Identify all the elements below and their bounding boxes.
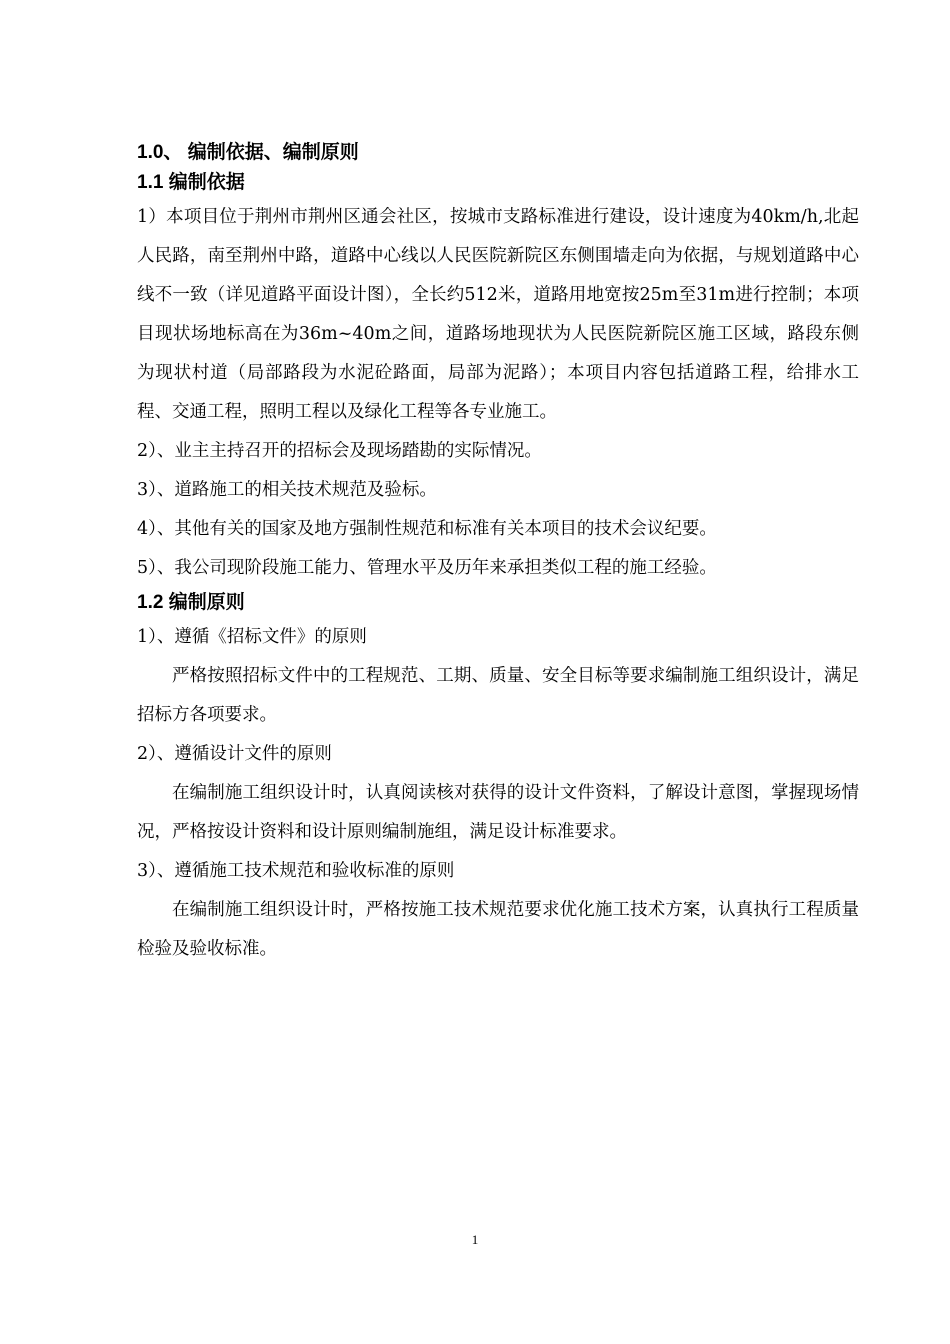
principle-2-title: 2）、遵循设计文件的原则 <box>137 744 332 764</box>
basis-item-5: 5）、我公司现阶段施工能力、管理水平及历年来承担类似工程的施工经验。 <box>137 558 717 578</box>
basis-item-3: 3）、道路施工的相关技术规范及验标。 <box>137 480 437 500</box>
principle-3-title: 3）、遵循施工技术规范和验收标准的原则 <box>137 861 455 881</box>
principle-1-title: 1）、遵循《招标文件》的原则 <box>137 627 367 647</box>
basis-item-4: 4）、其他有关的国家及地方强制性规范和标准有关本项目的技术会议纪要。 <box>137 519 717 539</box>
section-heading-1-2: 1.2 编制原则 <box>137 592 245 613</box>
section-heading-1-0: 1.0、 编制依据、编制原则 <box>137 142 359 163</box>
document-page <box>137 138 859 969</box>
section-heading-1-1: 1.1 编制依据 <box>137 172 245 193</box>
principle-2-body: 在编制施工组织设计时，认真阅读核对获得的设计文件资料，了解设计意图，掌握现场情况，严格按设计资料和设计原则编制施组，满足设计标准要求。 <box>137 783 859 842</box>
basis-item-2: 2）、业主主持召开的招标会及现场踏勘的实际情况。 <box>137 441 542 461</box>
principle-1-body: 严格按照招标文件中的工程规范、工期、质量、安全目标等要求编制施工组织设计，满足招标方各项要求。 <box>137 666 859 725</box>
principle-3-body: 在编制施工组织设计时，严格按施工技术规范要求优化施工技术方案，认真执行工程质量检验及验收标准。 <box>137 900 859 959</box>
page-number: 1 <box>471 1232 479 1247</box>
basis-item-1: 1）本项目位于荆州市荆州区通会社区，按城市支路标准进行建设，设计速度为40km/h,北起人民路，南至荆州中路，道路中心线以人民医院新院区东侧围墙走向为依据，与规划道路中心线不一致（详见道路平面设计图），全长约512米，道路用地宽按25m至31m进行控制；本项目现状场地标高在为36m~40m之间，道路场地现状为人民医院新院区施工区域，路段东侧为现状村道（局部路段为水泥砼路面，局部为泥路）；本项目内容包括道路工程，给排水工程、交通工程，照明工程以及绿化工程等各专业施工。 <box>137 207 859 422</box>
